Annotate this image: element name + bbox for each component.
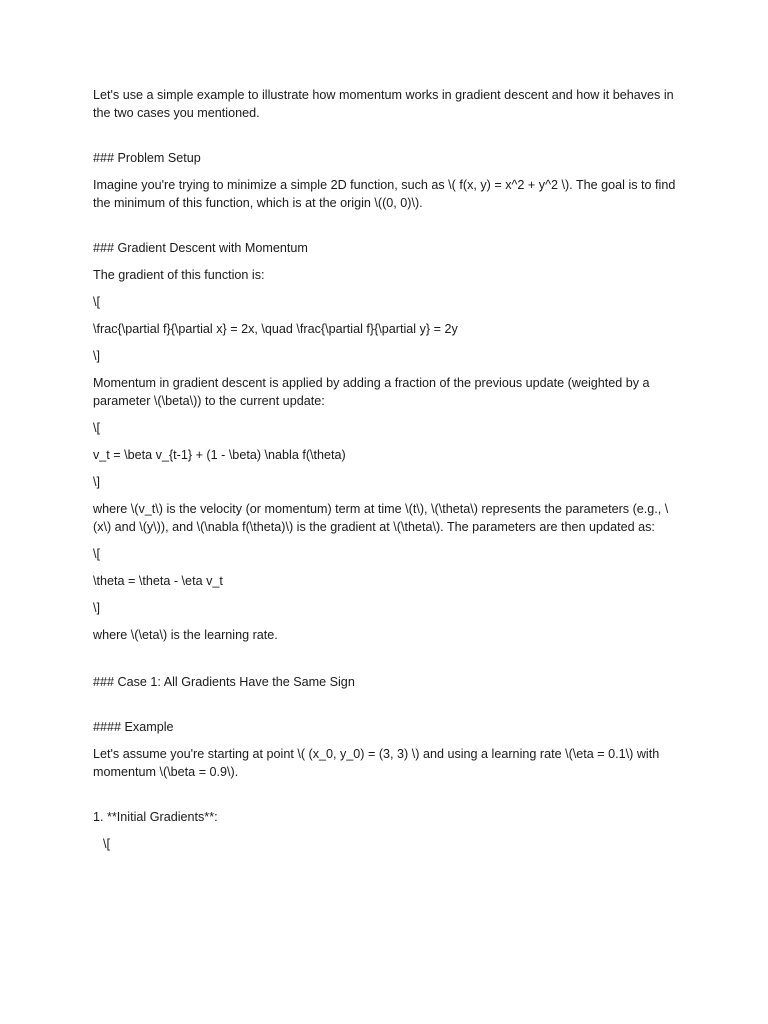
setup-paragraph: Imagine you're trying to minimize a simple 2D function, such as \( f(x, y) = x^2 + y^2 \). The goal is to find the minimum of this function, which is at the origin \((0, 0)\).	[93, 178, 679, 210]
math-open-bracket: \[	[93, 547, 100, 561]
gradient-intro: The gradient of this function is:	[93, 268, 265, 282]
learning-rate-description: where \(\eta\) is the learning rate.	[93, 628, 278, 642]
gradient-equation: \frac{\partial f}{\partial x} = 2x, \quad \frac{\partial f}{\partial y} = 2y	[93, 322, 458, 336]
math-open-bracket: \[	[103, 837, 110, 851]
heading-example: #### Example	[93, 720, 174, 734]
update-equation: \theta = \theta - \eta v_t	[93, 574, 223, 588]
math-close-bracket: \]	[93, 601, 100, 615]
math-close-bracket: \]	[93, 475, 100, 489]
example-paragraph: Let's assume you're starting at point \( (x_0, y_0) = (3, 3) \) and using a learning rate \(\eta = 0.1\) with momentum \(\beta = 0.9\).	[93, 747, 663, 779]
heading-gradient-descent-momentum: ### Gradient Descent with Momentum	[93, 241, 308, 255]
heading-case-1: ### Case 1: All Gradients Have the Same Sign	[93, 675, 355, 689]
intro-paragraph: Let's use a simple example to illustrate how momentum works in gradient descent and how it behaves in the two cases you mentioned.	[93, 88, 678, 120]
where-description: where \(v_t\) is the velocity (or momentum) term at time \(t\), \(\theta\) represents the parameters (e.g., \(x\) and \(y\)), and \(\nabla f(\theta)\) is the gradient at \(\theta\). The parameters are then updated as:	[93, 502, 669, 534]
document-body	[93, 86, 683, 862]
math-close-bracket: \]	[93, 349, 100, 363]
momentum-description: Momentum in gradient descent is applied by adding a fraction of the previous update (weighted by a parameter \(\beta\)) to the current update:	[93, 376, 654, 408]
velocity-equation: v_t = \beta v_{t-1} + (1 - \beta) \nabla f(\theta)	[93, 448, 346, 462]
step-1-initial-gradients: 1. **Initial Gradients**:	[93, 810, 218, 824]
math-open-bracket: \[	[93, 295, 100, 309]
heading-problem-setup: ### Problem Setup	[93, 151, 201, 165]
math-open-bracket: \[	[93, 421, 100, 435]
